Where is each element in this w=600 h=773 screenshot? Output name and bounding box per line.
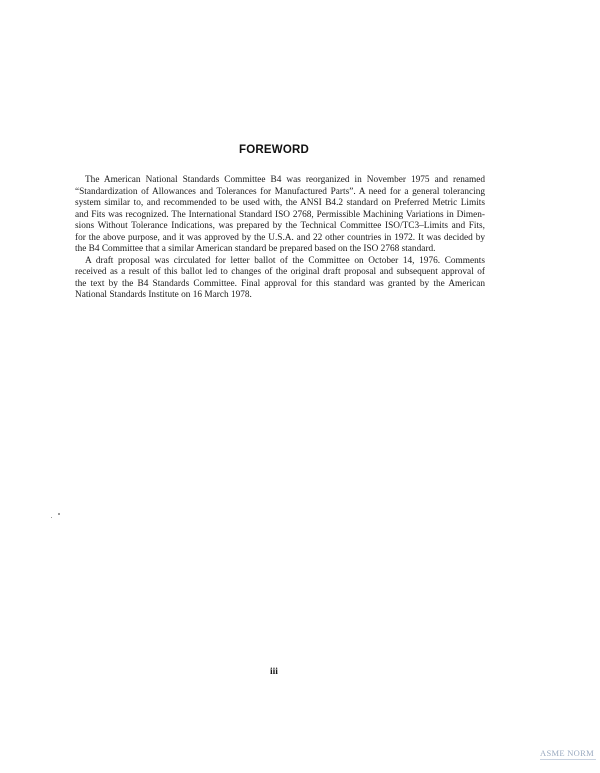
paragraph-1 [75,175,485,256]
text-line: system similar to, and recommended to be used with, the ANSI B4.2 standard on Preferred Metric Limits [75,198,485,209]
text-line: The American National Standards Committee B4 was reorganized in November 1975 and renamed [85,175,485,185]
text-line: A draft proposal was circulated for letter ballot of the Committee on October 14, 1976. Comments [85,255,485,266]
paragraph-2 [75,256,485,302]
scan-speck [58,513,60,515]
watermark-underline [540,759,596,762]
scan-speck [51,517,52,518]
text-line: received as a result of this ballot led to changes of the original draft proposal and subsequent approval of [75,267,485,278]
foreword-body [75,175,485,302]
text-line: the text by the B4 Standards Committee. Final approval for this standard was granted by the American [75,278,485,289]
watermark-text: ASME NORM [540,748,594,758]
text-line: National Standards Institute on 16 March 1978. [75,290,252,301]
text-line: the B4 Committee that a similar American standard be prepared based on the ISO 2768 standard. [75,244,436,255]
text-line: and Fits was recognized. The International Standard ISO 2768, Permissible Machining Variations in Dimen- [75,209,485,220]
page-number: iii [270,667,278,677]
text-line: sions Without Tolerance Indications, was prepared by the Technical Committee ISO/TC3–Limits and Fits, [75,221,485,232]
watermark-logo [540,748,596,762]
page-title: FOREWORD [239,144,309,156]
text-line: “Standardization of Allowances and Tolerances for Manufactured Parts”. A need for a general tolerancing [75,186,485,197]
text-line: for the above purpose, and it was approved by the U.S.A. and 22 other countries in 1972. It was decided by [75,232,485,243]
